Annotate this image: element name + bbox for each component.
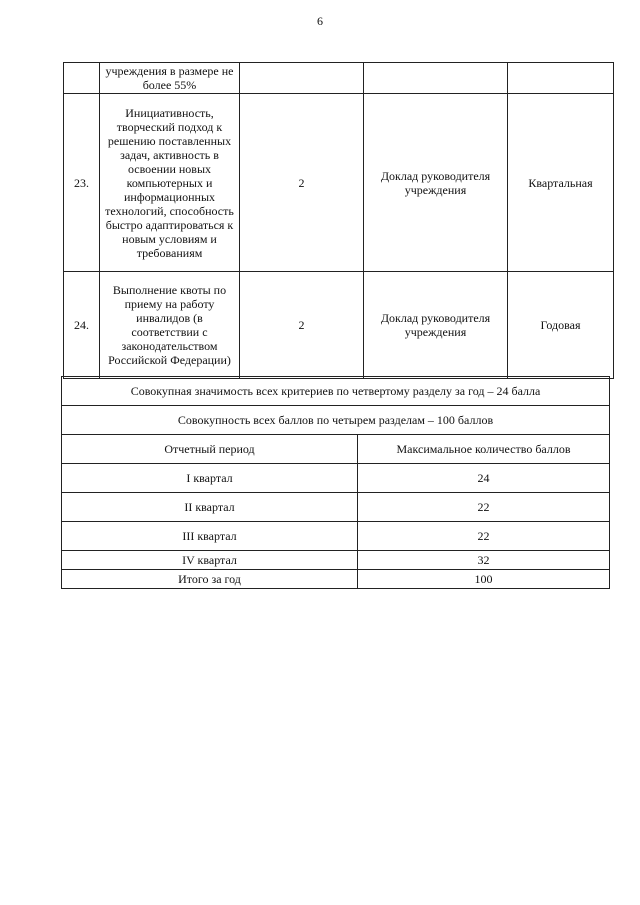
max-cell: 32 (358, 551, 610, 570)
table-row (64, 272, 614, 379)
table-row (62, 377, 610, 406)
criterion-description: Инициативность, творческий подход к решению поставленных задач, активность в освоении новых компьютерных и информационных технологий, способность быстро адаптироваться к новым условиям и требованиям (100, 94, 240, 272)
criterion-description: учреждения в размере не более 55% (100, 63, 240, 94)
criterion-points: 2 (240, 272, 364, 379)
table-row (62, 406, 610, 435)
table-header-row (62, 435, 610, 464)
max-cell: 22 (358, 493, 610, 522)
column-header-max: Максимальное количество баллов (358, 435, 610, 464)
criterion-number: 24. (64, 272, 100, 379)
period-cell: II квартал (62, 493, 358, 522)
max-cell: 24 (358, 464, 610, 493)
criterion-period: Квартальная (508, 94, 614, 272)
criterion-number (64, 63, 100, 94)
page-number: 6 (317, 14, 323, 28)
table-row (64, 94, 614, 272)
table-row (62, 522, 610, 551)
period-cell: Итого за год (62, 570, 358, 589)
table-row (62, 570, 610, 589)
criterion-points (240, 63, 364, 94)
max-cell: 100 (358, 570, 610, 589)
period-cell: III квартал (62, 522, 358, 551)
table-row (64, 63, 614, 94)
criterion-number: 23. (64, 94, 100, 272)
max-cell: 22 (358, 522, 610, 551)
summary-table (61, 376, 610, 589)
criterion-description: Выполнение квоты по приему на работу инвалидов (в соответствии с законодательством Российской Федерации) (100, 272, 240, 379)
criterion-period (508, 63, 614, 94)
table-row (62, 464, 610, 493)
criterion-source (364, 63, 508, 94)
table-row (62, 551, 610, 570)
criterion-points: 2 (240, 94, 364, 272)
grand-total: Совокупность всех баллов по четырем разделам – 100 баллов (62, 406, 610, 435)
table-row (62, 493, 610, 522)
criterion-source: Доклад руководителя учреждения (364, 272, 508, 379)
period-cell: IV квартал (62, 551, 358, 570)
criterion-source: Доклад руководителя учреждения (364, 94, 508, 272)
column-header-period: Отчетный период (62, 435, 358, 464)
criterion-period: Годовая (508, 272, 614, 379)
period-cell: I квартал (62, 464, 358, 493)
criteria-table (63, 62, 614, 379)
section4-total: Совокупная значимость всех критериев по четвертому разделу за год – 24 балла (62, 377, 610, 406)
